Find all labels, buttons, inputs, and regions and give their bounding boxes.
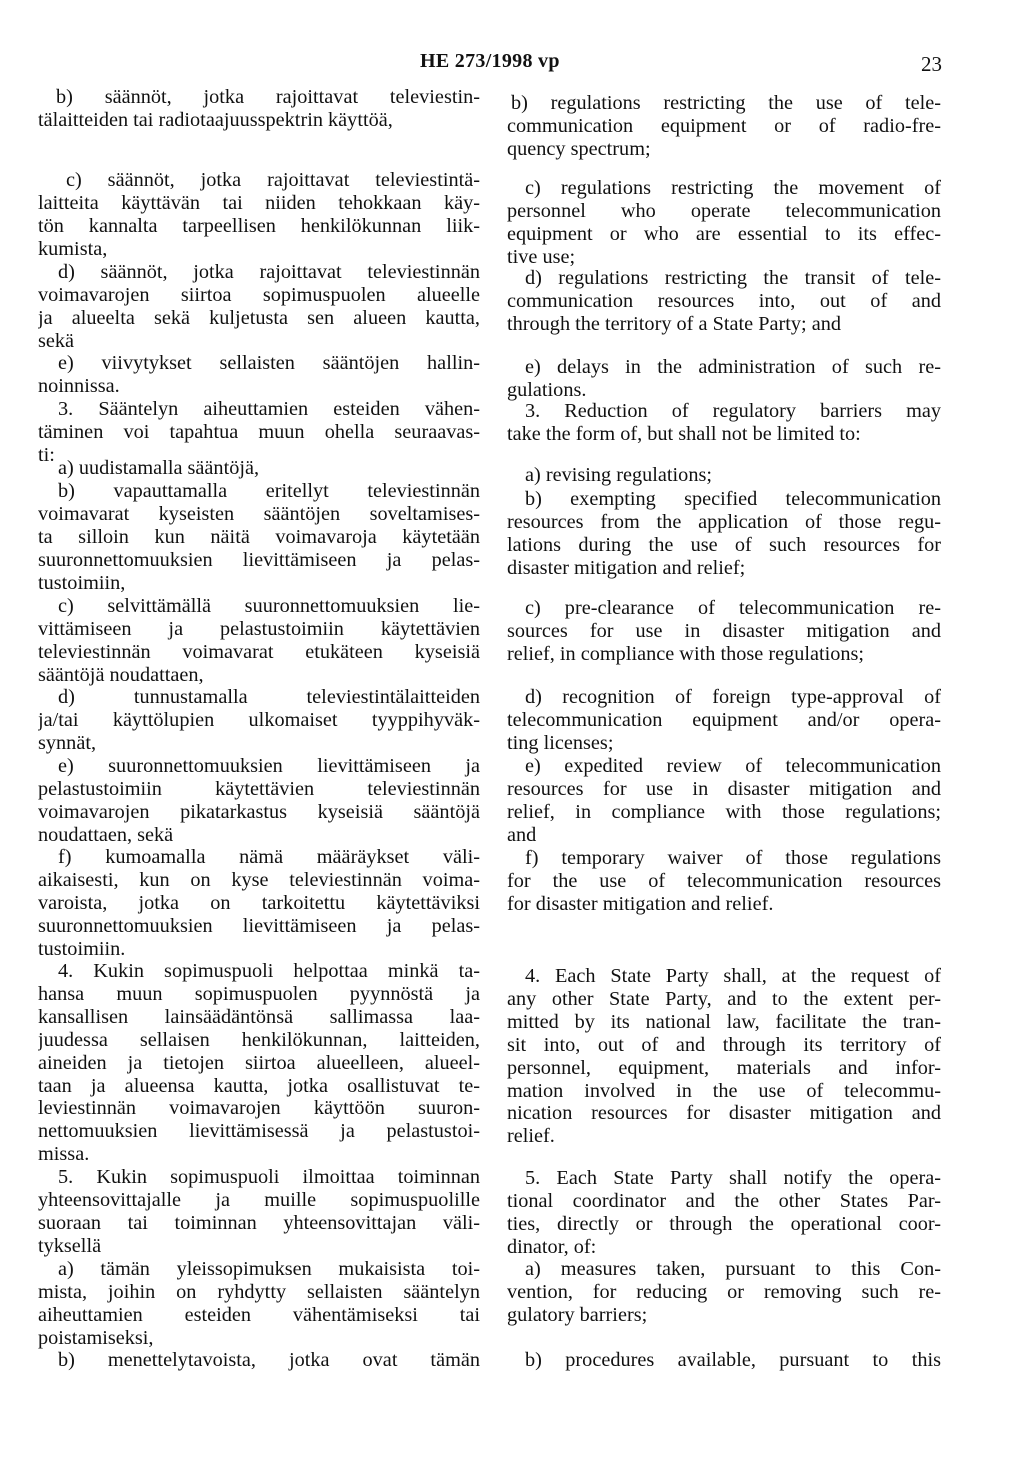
text-line: c) regulations restricting the movement of [525, 177, 941, 199]
text-line: tional coordinator and the other States Par- [507, 1189, 941, 1212]
text-line: for disaster mitigation and relief. [507, 892, 774, 915]
fi-para-4 [38, 960, 480, 1166]
fi-para-3e [38, 755, 480, 847]
text-line: suuronnettomuuksien lievittämiseen ja pelas- [38, 548, 480, 571]
text-line: equipment or who are essential to its effec- [507, 222, 941, 245]
text-line: e) expedited review of telecommunication [525, 755, 941, 777]
text-line: b) regulations restricting the use of tele- [511, 92, 941, 114]
text-line: mation involved in the use of telecommu- [507, 1079, 941, 1102]
fi-para-3c [38, 595, 480, 687]
text-line: ja alueelta sekä kuljetusta sen alueen kautta, [38, 306, 480, 329]
text-line: b) exempting specified telecommunication [525, 488, 941, 510]
text-line: a) measures taken, pursuant to this Con- [525, 1258, 941, 1280]
text-line: suoraan tai toiminnan yhteensovittajan väli- [38, 1211, 480, 1234]
text-line: communication resources into, out of and [507, 289, 941, 312]
fi-para-5b [38, 1349, 480, 1372]
page-number: 23 [921, 52, 942, 76]
text-line: sekä [38, 329, 75, 352]
text-line: d) tunnustamalla televiestintälaitteiden [58, 686, 480, 708]
text-line: e) suuronnettomuuksien lievittämiseen ja [58, 755, 480, 777]
text-line: a) tämän yleissopimuksen mukaisista toi- [58, 1258, 480, 1280]
text-line: 4. Kukin sopimuspuoli helpottaa minkä ta- [58, 960, 480, 982]
text-line: leviestinnän voimavarojen käyttöön suuron- [38, 1097, 480, 1120]
text-line: e) viivytykset sellaisten sääntöjen hallin- [58, 352, 480, 374]
text-line: a) uudistamalla sääntöjä, [58, 457, 260, 479]
text-line: aineiden ja tietojen siirtoa alueelleen, alueel- [38, 1051, 480, 1074]
text-line: any other State Party, and to the extent per- [507, 987, 941, 1010]
text-line: b) vapauttamalla eritellyt televiestinnän [58, 480, 480, 502]
text-line: c) säännöt, jotka rajoittavat televiestintä- [66, 169, 480, 191]
text-line: varoista, jotka on tarkoitettu käytettäviksi [38, 891, 480, 914]
text-line: 4. Each State Party shall, at the request of [525, 965, 941, 987]
text-line: f) temporary waiver of those regulations [525, 847, 941, 869]
text-line: relief, in compliance with those regulations; [507, 800, 941, 823]
text-line: taan ja alueensa kautta, jotka osallistuvat te- [38, 1074, 480, 1097]
text-line: suuronnettomuuksien lievittämiseen ja pelas- [38, 914, 480, 937]
text-line: ting licenses; [507, 731, 614, 754]
text-line: b) säännöt, jotka rajoittavat televiestin- [56, 86, 480, 108]
page-header [0, 50, 1024, 90]
text-line: täminen voi tapahtua muun ohella seuraavas- [38, 420, 480, 443]
text-line: voimavarojen siirtoa sopimuspuolen alueelle [38, 283, 480, 306]
text-line: tive use; [507, 245, 576, 268]
text-line: poistamiseksi, [38, 1326, 154, 1349]
text-line: synnät, [38, 731, 97, 754]
text-line: c) selvittämällä suuronnettomuuksien lie- [58, 595, 480, 617]
fi-para-3f [38, 846, 480, 961]
text-line: for the use of telecommunication resources [507, 869, 941, 892]
text-line: ja/tai käyttölupien ulkomaiset tyyppihyväk- [38, 708, 480, 731]
fi-para-5a [38, 1258, 480, 1350]
text-line: voimavarojen pikatarkastus kyseisiä sääntöjä [38, 800, 480, 823]
en-para-3b [507, 488, 941, 580]
text-line: tustoimiin. [38, 937, 126, 960]
text-line: communication equipment or of radio-fre- [507, 114, 941, 137]
document-id: HE 273/1998 vp [420, 50, 560, 72]
text-line: resources for use in disaster mitigation and [507, 777, 941, 800]
text-line: 3. Reduction of regulatory barriers may [525, 400, 941, 422]
text-line: tustoimiin, [38, 571, 126, 594]
text-line: sources for use in disaster mitigation and [507, 619, 941, 642]
text-line: f) kumoamalla nämä määräykset väli- [58, 846, 480, 868]
fi-item-d [38, 261, 480, 353]
text-line: tälaitteiden tai radiotaajuusspektrin käyttöä, [38, 108, 393, 131]
text-line: quency spectrum; [507, 137, 651, 160]
text-line: telecommunication equipment and/or opera- [507, 708, 941, 731]
text-line: gulations. [507, 378, 587, 401]
en-para-3d [507, 686, 941, 755]
text-line: through the territory of a State Party; and [507, 312, 841, 335]
en-para-3f [507, 847, 941, 916]
fi-para-3b [38, 480, 480, 595]
fi-item-e [38, 352, 480, 398]
text-line: noinnissa. [38, 374, 120, 397]
text-line: noudattaen, sekä [38, 823, 174, 846]
text-line: dinator, of: [507, 1235, 597, 1258]
text-line: tyksellä [38, 1234, 102, 1257]
text-line: take the form of, but shall not be limited to: [507, 422, 861, 445]
text-line: b) menettelytavoista, jotka ovat tämän [58, 1349, 480, 1371]
text-line: d) regulations restricting the transit of tele- [525, 267, 941, 289]
text-line: televiestinnän voimavarat etukäteen kyseisiä [38, 640, 480, 663]
text-line: resources from the application of those regu- [507, 510, 941, 533]
text-line: d) säännöt, jotka rajoittavat televiestinnän [58, 261, 480, 283]
text-line: relief, in compliance with those regulations; [507, 642, 865, 665]
text-line: laitteita käyttävän tai niiden tehokkaan käy- [38, 191, 480, 214]
text-line: e) delays in the administration of such re- [525, 356, 941, 378]
text-line: ties, directly or through the operational coor- [507, 1212, 941, 1235]
en-item-e [507, 356, 941, 402]
text-line: mista, joihin on ryhdytty sellaisten sääntelyn [38, 1280, 480, 1303]
text-line: relief. [507, 1125, 555, 1148]
text-line: tön kannalta tarpeellisen henkilökunnan liik- [38, 214, 480, 237]
text-line: aikaisesti, kun on kyse televiestinnän voima- [38, 868, 480, 891]
en-item-b [507, 92, 941, 161]
text-line: kumista, [38, 237, 108, 260]
en-para-5a [507, 1258, 941, 1327]
text-line: yhteensovittajalle ja muille sopimuspuolille [38, 1188, 480, 1211]
en-para-5b [507, 1349, 941, 1372]
en-para-3e [507, 755, 941, 847]
text-line: vittämiseen ja pelastustoimiin käytettävien [38, 617, 480, 640]
en-para-3c [507, 597, 941, 666]
fi-para-3a [38, 457, 480, 480]
text-line: missa. [38, 1143, 90, 1166]
text-line: lations during the use of such resources for [507, 533, 941, 556]
text-line: b) procedures available, pursuant to this [525, 1349, 941, 1371]
text-line: a) revising regulations; [525, 464, 712, 486]
text-line: 5. Kukin sopimuspuoli ilmoittaa toiminnan [58, 1166, 480, 1188]
text-line: ti: [38, 443, 55, 466]
text-line: c) pre-clearance of telecommunication re- [525, 597, 941, 619]
en-para-3a [507, 464, 941, 487]
text-line: sit into, out of and through its territory of [507, 1033, 941, 1056]
text-line: ta silloin kun näitä voimavaroja käytetään [38, 525, 480, 548]
text-line: disaster mitigation and relief; [507, 556, 746, 579]
text-line: personnel who operate telecommunication [507, 199, 941, 222]
fi-item-c [38, 169, 480, 261]
en-item-c [507, 177, 941, 269]
text-line: voimavarat kyseisten sääntöjen soveltamises- [38, 502, 480, 525]
en-para-3 [507, 400, 941, 446]
text-line: 5. Each State Party shall notify the opera- [525, 1167, 941, 1189]
text-line: aiheuttamien esteiden vähentämiseksi tai [38, 1303, 480, 1326]
text-line: nication resources for disaster mitigation and [507, 1102, 941, 1125]
text-line: hansa muun sopimuspuolen pyynnöstä ja [38, 982, 480, 1005]
text-line: personnel, equipment, materials and infor- [507, 1056, 941, 1079]
text-line: d) recognition of foreign type-approval of [525, 686, 941, 708]
fi-para-3d [38, 686, 480, 755]
text-line: sääntöjä noudattaen, [38, 663, 204, 686]
fi-para-5 [38, 1166, 480, 1258]
en-item-d [507, 267, 941, 336]
text-line: kansallisen lainsäädäntönsä sallimassa laa- [38, 1005, 480, 1028]
text-line: and [507, 823, 537, 846]
text-line: vention, for reducing or removing such re- [507, 1280, 941, 1303]
en-para-4 [507, 965, 941, 1148]
text-line: juudessa sellaisen henkilökunnan, laitteiden, [38, 1028, 480, 1051]
fi-item-b [38, 86, 480, 132]
text-line: mitted by its national law, facilitate the tran- [507, 1010, 941, 1033]
text-line: pelastustoimiin käytettävien televiestinnän [38, 777, 480, 800]
text-line: nettomuuksien lievittämisessä ja pelastustoi- [38, 1120, 480, 1143]
text-line: 3. Sääntelyn aiheuttamien esteiden vähen- [58, 398, 480, 420]
en-para-5 [507, 1167, 941, 1259]
text-line: gulatory barriers; [507, 1303, 648, 1326]
